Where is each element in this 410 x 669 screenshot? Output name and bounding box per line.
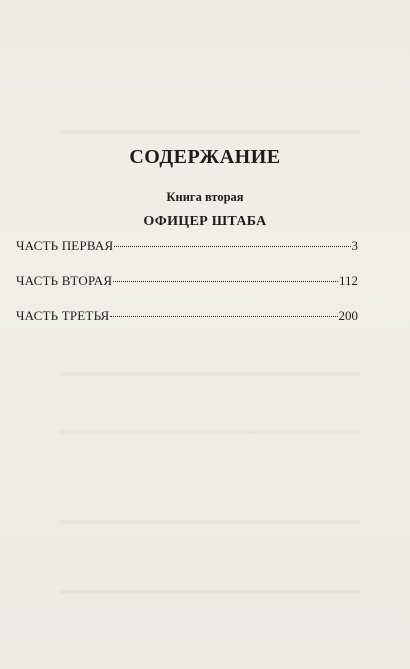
toc-entry-title: ЧАСТЬ ВТОРАЯ — [16, 273, 113, 288]
book-title: ОФИЦЕР ШТАБА — [143, 214, 267, 229]
dot-leader — [110, 316, 337, 317]
toc-entry-page: 200 — [338, 308, 358, 323]
toc-entry-title: ЧАСТЬ ПЕРВАЯ — [16, 238, 114, 253]
toc-entry-part-two[interactable] — [16, 273, 358, 308]
bleed-through-line — [60, 520, 360, 524]
toc-entry-page: 112 — [338, 273, 358, 288]
dot-leader — [113, 281, 338, 282]
contents-title: СОДЕРЖАНИЕ — [129, 146, 281, 168]
table-of-contents — [16, 238, 358, 343]
toc-entry-title: ЧАСТЬ ТРЕТЬЯ — [16, 308, 110, 323]
dot-leader — [114, 246, 350, 247]
bleed-through-line — [60, 430, 360, 434]
bleed-through-line — [60, 372, 360, 376]
toc-entry-page: 3 — [351, 238, 358, 253]
bleed-through-line — [60, 590, 360, 594]
book-label: Книга вторая — [166, 190, 244, 204]
bleed-through-line — [60, 130, 360, 134]
toc-entry-part-three[interactable] — [16, 308, 358, 343]
toc-entry-part-one[interactable] — [16, 238, 358, 273]
